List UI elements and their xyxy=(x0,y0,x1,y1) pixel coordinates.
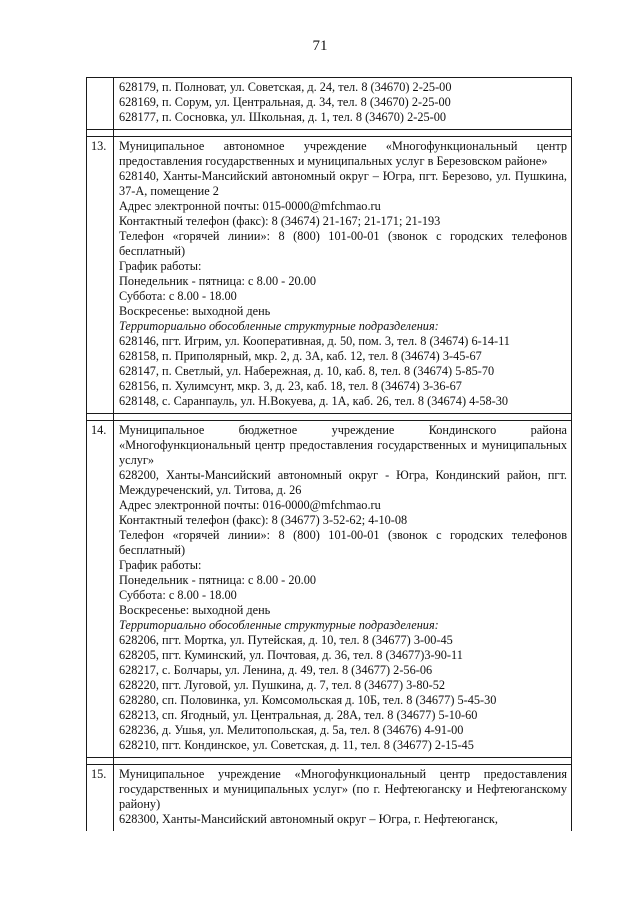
schedule-line: Понедельник - пятница: с 8.00 - 20.00 xyxy=(119,274,317,288)
table-row xyxy=(87,421,572,758)
branch-line: 628236, д. Ушья, ул. Мелитопольская, д. 5а, тел. 8 (34676) 4-91-00 xyxy=(119,723,464,737)
row-content xyxy=(114,765,572,832)
mfc-offices-table xyxy=(86,77,572,831)
branch-line: 628156, п. Хулимсунт, мкр. 3, д. 23, каб. 18, тел. 8 (34674) 3-36-67 xyxy=(119,379,462,393)
row-number: 14. xyxy=(87,421,114,758)
table-row xyxy=(87,137,572,414)
branch-line: 628217, с. Болчары, ул. Ленина, д. 49, тел. 8 (34677) 2-56-06 xyxy=(119,663,433,677)
branch-line: 628280, сп. Половинка, ул. Комсомольская д. 10Б, тел. 8 (34677) 5-45-30 xyxy=(119,693,497,707)
row-content xyxy=(114,78,572,130)
institution-email: Адрес электронной почты: 015-0000@mfchmao.ru xyxy=(119,199,381,213)
schedule-title: График работы: xyxy=(119,259,202,273)
institution-phone: Контактный телефон (факс): 8 (34674) 21-167; 21-171; 21-193 xyxy=(119,214,441,228)
branch-line: 628146, пгт. Игрим, ул. Кооперативная, д. 50, пом. 3, тел. 8 (34674) 6-14-11 xyxy=(119,334,510,348)
page-number: 71 xyxy=(312,38,328,54)
row-number: 13. xyxy=(87,137,114,414)
institution-email: Адрес электронной почты: 016-0000@mfchmao.ru xyxy=(119,498,381,512)
branch-line: 628169, п. Сорум, ул. Центральная, д. 34, тел. 8 (34670) 2-25-00 xyxy=(119,95,451,109)
institution-name: Муниципальное учреждение «Многофункциональный центр предоставления государственных и муниципальных услуг» (по г. Нефтеюганску и Нефтеюганскому району) xyxy=(119,767,567,811)
branches-title: Территориально обособленные структурные подразделения: xyxy=(119,319,439,333)
schedule-line: Понедельник - пятница: с 8.00 - 20.00 xyxy=(119,573,317,587)
institution-address: 628200, Ханты-Мансийский автономный округ - Югра, Кондинский район, пгт. Междуреченский, ул. Титова, д. 26 xyxy=(119,468,567,497)
table-row xyxy=(87,765,572,832)
branch-line: 628147, п. Светлый, ул. Набережная, д. 10, каб. 8, тел. 8 (34674) 5-85-70 xyxy=(119,364,495,378)
schedule-title: График работы: xyxy=(119,558,202,572)
schedule-line: Воскресенье: выходной день xyxy=(119,603,271,617)
institution-name: Муниципальное автономное учреждение «Многофункциональный центр предоставления государственных и муниципальных услуг в Березовском районе» xyxy=(119,139,567,168)
branch-line: 628210, пгт. Кондинское, ул. Советская, д. 11, тел. 8 (34677) 2-15-45 xyxy=(119,738,474,752)
institution-name: Муниципальное бюджетное учреждение Кондинского района «Многофункциональный центр предоставления государственных и муниципальных услуг» xyxy=(119,423,567,467)
institution-phone: Контактный телефон (факс): 8 (34677) 3-52-62; 4-10-08 xyxy=(119,513,408,527)
institution-hotline: Телефон «горячей линии»: 8 (800) 101-00-01 (звонок с городских телефонов бесплатный) xyxy=(119,528,567,557)
institution-address: 628140, Ханты-Мансийский автономный округ – Югра, пгт. Березово, ул. Пушкина, 37-А, помещение 2 xyxy=(119,169,567,198)
institution-hotline: Телефон «горячей линии»: 8 (800) 101-00-01 (звонок с городских телефонов бесплатный) xyxy=(119,229,567,258)
row-spacer xyxy=(87,130,572,137)
branch-line: 628179, п. Полноват, ул. Советская, д. 24, тел. 8 (34670) 2-25-00 xyxy=(119,80,452,94)
branch-line: 628206, пгт. Мортка, ул. Путейская, д. 10, тел. 8 (34677) 3-00-45 xyxy=(119,633,453,647)
branch-line: 628220, пгт. Луговой, ул. Пушкина, д. 7, тел. 8 (34677) 3-80-52 xyxy=(119,678,446,692)
schedule-line: Воскресенье: выходной день xyxy=(119,304,271,318)
branches-title: Территориально обособленные структурные подразделения: xyxy=(119,618,439,632)
row-spacer xyxy=(87,758,572,765)
branch-line: 628213, сп. Ягодный, ул. Центральная, д. 28А, тел. 8 (34677) 5-10-60 xyxy=(119,708,478,722)
schedule-line: Суббота: с 8.00 - 18.00 xyxy=(119,289,237,303)
schedule-line: Суббота: с 8.00 - 18.00 xyxy=(119,588,237,602)
institution-address: 628300, Ханты-Мансийский автономный округ – Югра, г. Нефтеюганск, xyxy=(119,812,498,826)
table-row xyxy=(87,78,572,130)
branch-line: 628177, п. Сосновка, ул. Школьная, д. 1, тел. 8 (34670) 2-25-00 xyxy=(119,110,447,124)
branch-line: 628205, пгт. Куминский, ул. Почтовая, д. 36, тел. 8 (34677)3-90-11 xyxy=(119,648,463,662)
row-content xyxy=(114,421,572,758)
row-spacer xyxy=(87,414,572,421)
row-number xyxy=(87,78,114,130)
row-content xyxy=(114,137,572,414)
row-number: 15. xyxy=(87,765,114,832)
branch-line: 628158, п. Приполярный, мкр. 2, д. 3А, каб. 12, тел. 8 (34674) 3-45-67 xyxy=(119,349,482,363)
branch-line: 628148, с. Саранпауль, ул. Н.Вокуева, д. 1А, каб. 26, тел. 8 (34674) 4-58-30 xyxy=(119,394,509,408)
